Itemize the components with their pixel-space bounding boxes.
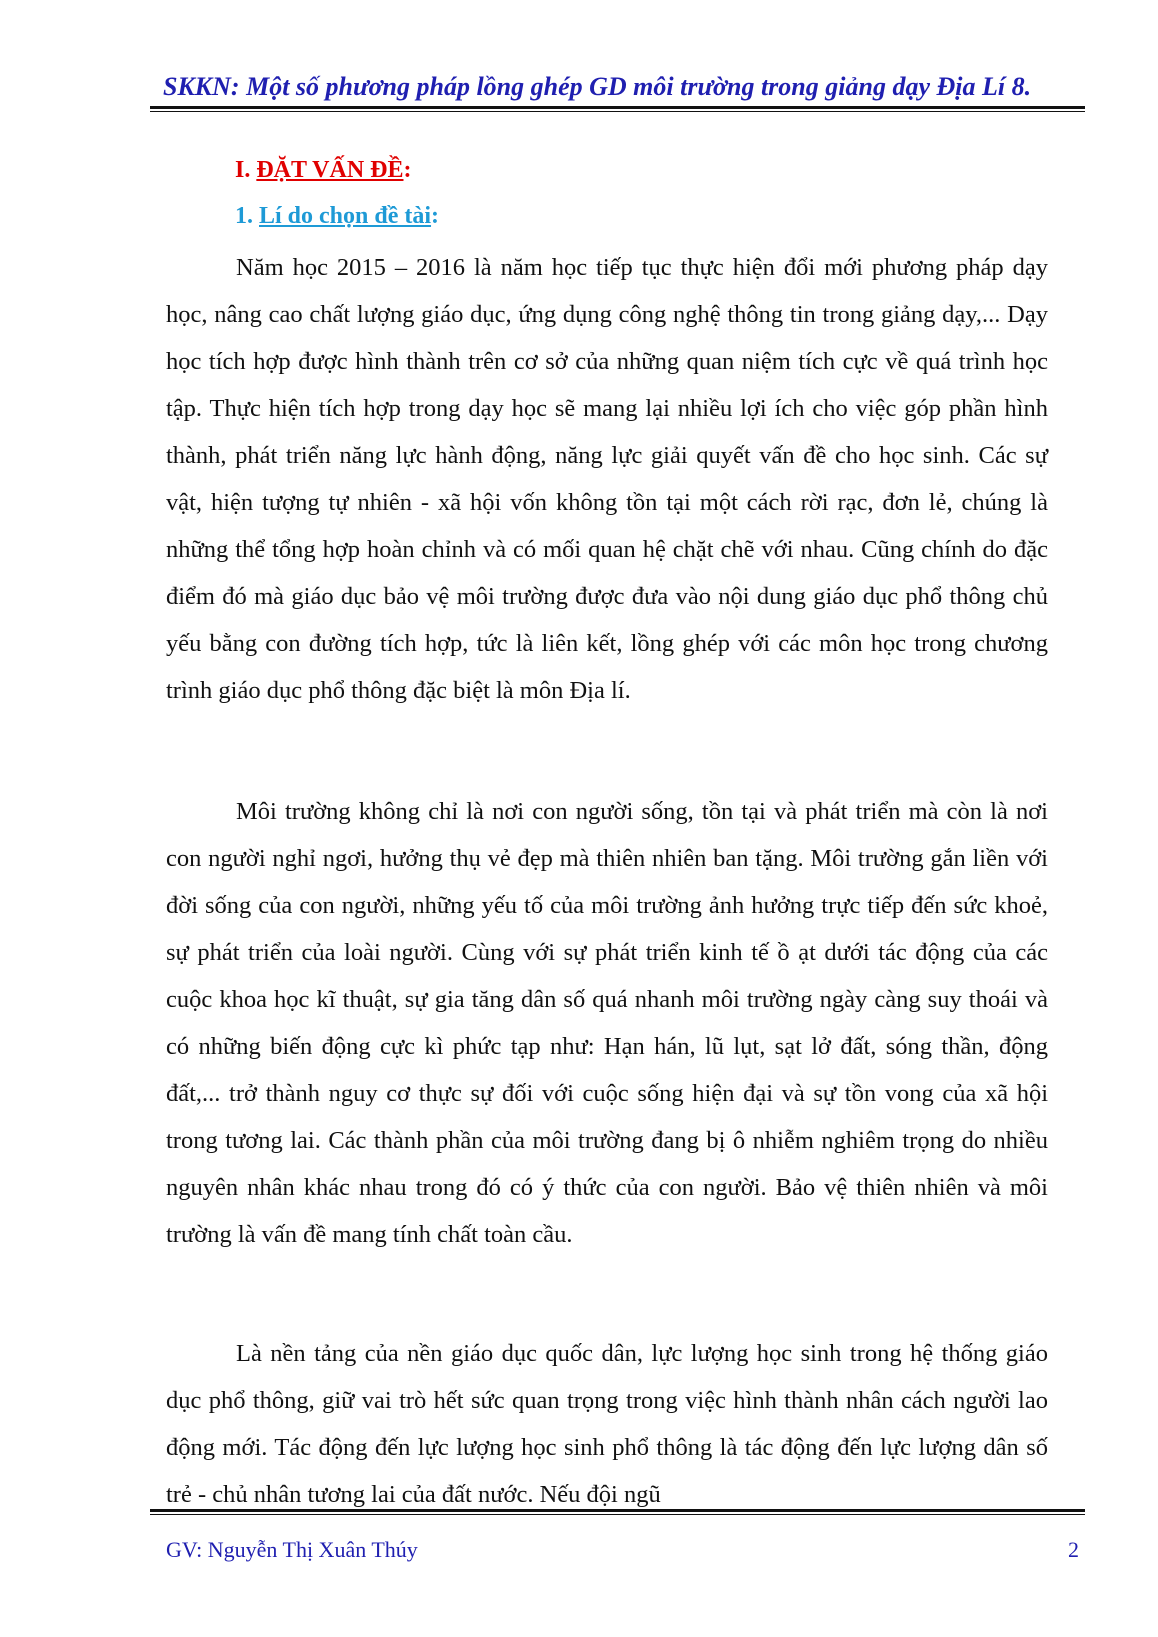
subsection-colon: : (431, 203, 440, 229)
paragraph-3-text: Là nền tảng của nền giáo dục quốc dân, lực lượng học sinh trong hệ thống giáo dục phổ thông, giữ vai trò hết sức quan trọng trong việc hình thành nhân cách người lao động mới. Tác động đến lực lượng học sinh phổ thông là tác động đến lực lượng dân số trẻ - chủ nhân tương lai của đất nước. Nếu đội ngũ (166, 1340, 1048, 1508)
footer-author: GV: Nguyễn Thị Xuân Thúy (166, 1537, 418, 1562)
subsection-number: 1. (235, 203, 259, 229)
section-title-text: ĐẶT VẤN ĐỀ (256, 157, 404, 183)
paragraph-1 (166, 244, 1048, 714)
paragraph-1-text: Năm học 2015 – 2016 là năm học tiếp tục thực hiện đổi mới phương pháp dạy học, nâng cao chất lượng giáo dục, ứng dụng công nghệ thông tin trong giảng dạy,... Dạy học tích hợp được hình thành trên cơ sở của những quan niệm tích cực về quá trình học tập. Thực hiện tích hợp trong dạy học sẽ mang lại nhiều lợi ích cho việc góp phần hình thành, phát triển năng lực hành động, năng lực giải quyết vấn đề cho học sinh. Các sự vật, hiện tượng tự nhiên - xã hội vốn không tồn tại một cách rời rạc, đơn lẻ, chúng là những thể tổng hợp hoàn chỉnh và có mối quan hệ chặt chẽ với nhau. Cũng chính do đặc điểm đó mà giáo dục bảo vệ môi trường được đưa vào nội dung giáo dục phổ thông chủ yếu bằng con đường tích hợp, tức là liên kết, lồng ghép với các môn học trong chương trình giáo dục phổ thông đặc biệt là môn Địa lí. (166, 254, 1048, 704)
subsection-title-text: Lí do chọn đề tài (259, 203, 432, 229)
section-number: I. (235, 157, 257, 183)
footer-divider-thin (150, 1514, 1085, 1515)
footer-divider (150, 1509, 1085, 1512)
page-number: 2 (1068, 1537, 1079, 1562)
section-heading (235, 157, 411, 184)
header-divider-thin (150, 111, 1085, 112)
header-divider (150, 106, 1085, 109)
paragraph-2 (166, 788, 1048, 1258)
paragraph-2-text: Môi trường không chỉ là nơi con người sống, tồn tại và phát triển mà còn là nơi con người nghỉ ngơi, hưởng thụ vẻ đẹp mà thiên nhiên ban tặng. Môi trường gắn liền với đời sống của con người, những yếu tố của môi trường ảnh hưởng trực tiếp đến sức khoẻ, sự phát triển của loài người. Cùng với sự phát triển kinh tế ồ ạt dưới tác động của các cuộc khoa học kĩ thuật, sự gia tăng dân số quá nhanh môi trường ngày càng suy thoái và có những biến động cực kì phức tạp như: Hạn hán, lũ lụt, sạt lở đất, sóng thần, động đất,... trở thành nguy cơ thực sự đối với cuộc sống hiện đại và sự tồn vong của xã hội trong tương lai. Các thành phần của môi trường đang bị ô nhiễm nghiêm trọng do nhiều nguyên nhân khác nhau trong đó có ý thức của con người. Bảo vệ thiên nhiên và môi trường là vấn đề mang tính chất toàn cầu. (166, 798, 1048, 1248)
section-colon: : (403, 157, 412, 183)
paragraph-3 (166, 1330, 1048, 1518)
page-header-title: SKKN: Một số phương pháp lồng ghép GD môi trường trong giảng dạy Địa Lí 8. (163, 72, 1032, 101)
subsection-heading (235, 203, 439, 230)
